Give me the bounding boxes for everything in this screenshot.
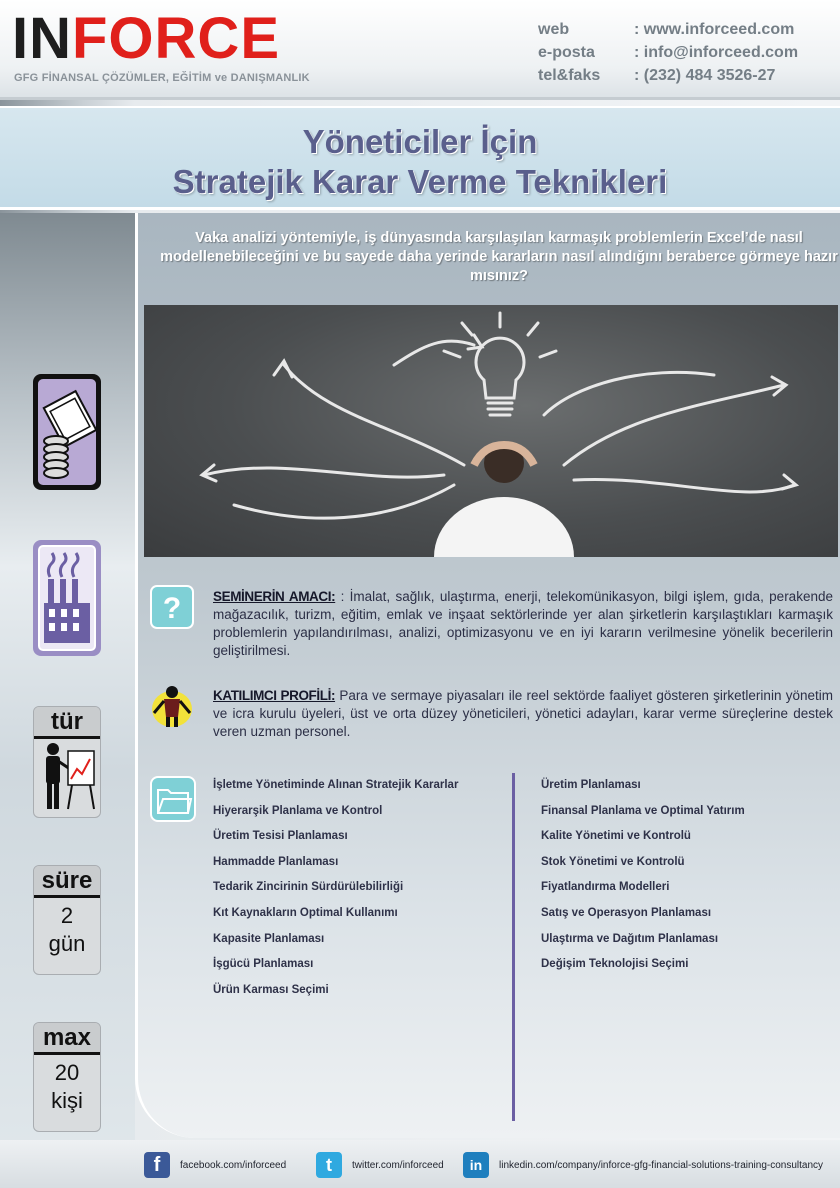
company-logo: INFORCE	[12, 6, 280, 71]
list-item: Üretim Tesisi Planlaması	[213, 830, 348, 843]
contact-phone-key: tel&faks	[538, 67, 601, 84]
intro-text: Vaka analizi yöntemiyle, iş dünyasında karşılaşılan karmaşık problemlerin Excel’de nasıl modellenebileceğini ve bu sayede daha yerinde kararların nasıl alındığını beraberce görmeye hazır mısınız?	[160, 230, 838, 284]
contact-web-link[interactable]: : www.inforceed.com	[634, 21, 795, 38]
duration-box	[33, 865, 101, 975]
linkedin-url[interactable]: linkedin.com/company/inforce-gfg-financial-solutions-training-consultancy	[499, 1159, 824, 1171]
topics-right-list	[541, 778, 745, 983]
list-item: Tedarik Zincirinin Sürdürülebilirliği	[213, 881, 404, 894]
list-item: İşgücü Planlaması	[213, 958, 314, 971]
facebook-icon: f	[144, 1152, 170, 1178]
main-panel	[135, 213, 840, 1138]
list-item: Finansal Planlama ve Optimal Yatırım	[541, 804, 745, 817]
contact-email-key: e-posta	[538, 44, 595, 61]
aim-text: : İmalat, sağlık, ulaştırma, enerji, telekomünikasyon, bilgi işlem, gıda, perakende mağazacılık, turizm, eğitim, emlak ve inşaat sektörlerinde yer alan şirketlerin karşılaştıkları karmaşık problemlerin yapılandırılması, analizi, optimizasyonu ve en iyi kararın verilmesine yönelik becerilerin geliştirilmesi.	[213, 589, 833, 658]
contact-email	[538, 41, 798, 64]
type-box	[33, 706, 101, 818]
capacity-value: 20	[54, 1060, 80, 1085]
profile-label: KATILIMCI PROFİLİ:	[213, 688, 336, 703]
money-icon	[33, 374, 101, 490]
title-line-2: Stratejik Karar Verme Teknikleri	[172, 163, 668, 200]
lightbulb-chalkboard-photo	[144, 305, 838, 557]
folder-icon	[150, 776, 194, 820]
capacity-box	[33, 1022, 101, 1132]
contact-web	[538, 18, 798, 41]
participant-icon	[150, 683, 194, 727]
list-item: Satış ve Operasyon Planlaması	[541, 906, 712, 919]
list-item: Kıt Kaynakların Optimal Kullanımı	[213, 906, 398, 919]
type-label: tür	[34, 707, 100, 739]
list-item: Hiyerarşik Planlama ve Kontrol	[213, 804, 383, 817]
topics-left-list	[213, 778, 458, 1008]
header	[0, 0, 840, 100]
factory-icon	[33, 540, 101, 656]
question-icon	[150, 585, 194, 629]
title-band	[0, 106, 840, 210]
list-item: Hammadde Planlaması	[213, 855, 339, 868]
aim-label: SEMİNERİN AMACI:	[213, 589, 336, 604]
list-item: Üretim Planlaması	[541, 779, 641, 791]
title-line-1: Yöneticiler İçin	[302, 123, 538, 160]
profile-section	[213, 687, 833, 741]
linkedin-icon: in	[463, 1152, 489, 1178]
capacity-unit: kişi	[51, 1088, 83, 1113]
left-sidebar	[0, 213, 135, 1143]
twitter-icon: t	[316, 1152, 342, 1178]
presenter-icon	[34, 739, 100, 815]
duration-unit: gün	[48, 931, 86, 956]
list-item: Ürün Karması Seçimi	[213, 983, 329, 996]
duration-label: süre	[34, 866, 100, 898]
contact-phone	[538, 64, 798, 87]
list-item: Ulaştırma ve Dağıtım Planlaması	[541, 932, 719, 945]
svg-text:?: ?	[162, 592, 182, 625]
contact-phone-value: : (232) 484 3526-27	[634, 67, 776, 84]
aim-section	[213, 588, 833, 660]
list-item: Stok Yönetimi ve Kontrolü	[541, 855, 685, 868]
list-item: Kalite Yönetimi ve Kontrolü	[541, 830, 691, 843]
twitter-url[interactable]: twitter.com/inforceed	[352, 1159, 444, 1171]
list-item: Kapasite Planlaması	[213, 932, 325, 945]
capacity-label: max	[34, 1023, 100, 1055]
twitter-link[interactable]	[316, 1152, 444, 1178]
contact-email-link[interactable]: : info@inforceed.com	[634, 44, 799, 61]
facebook-url[interactable]: facebook.com/inforceed	[180, 1159, 287, 1171]
list-item: Fiyatlandırma Modelleri	[541, 881, 670, 894]
footer	[0, 1140, 840, 1188]
contact-block	[538, 18, 798, 87]
linkedin-link[interactable]	[463, 1152, 823, 1178]
list-item: Değişim Teknolojisi Seçimi	[541, 958, 689, 971]
list-item: İşletme Yönetiminde Alınan Stratejik Kararlar	[213, 779, 459, 791]
duration-value: 2	[60, 903, 74, 928]
logo-subtitle: GFG FİNANSAL ÇÖZÜMLER, EĞİTİM ve DANIŞMANLIK	[14, 72, 310, 84]
contact-web-key: web	[538, 21, 570, 38]
topics-divider	[512, 773, 515, 1121]
profile-text: Para ve sermaye piyasaları ile reel sektörde faaliyet gösteren şirketlerinin yönetim ve icra kurulu üyeleri, üst ve orta düzey yöneticileri, yönetici adayları, karar verme süreçlerine destek veren uzman personel.	[213, 688, 833, 739]
facebook-link[interactable]	[144, 1152, 286, 1178]
